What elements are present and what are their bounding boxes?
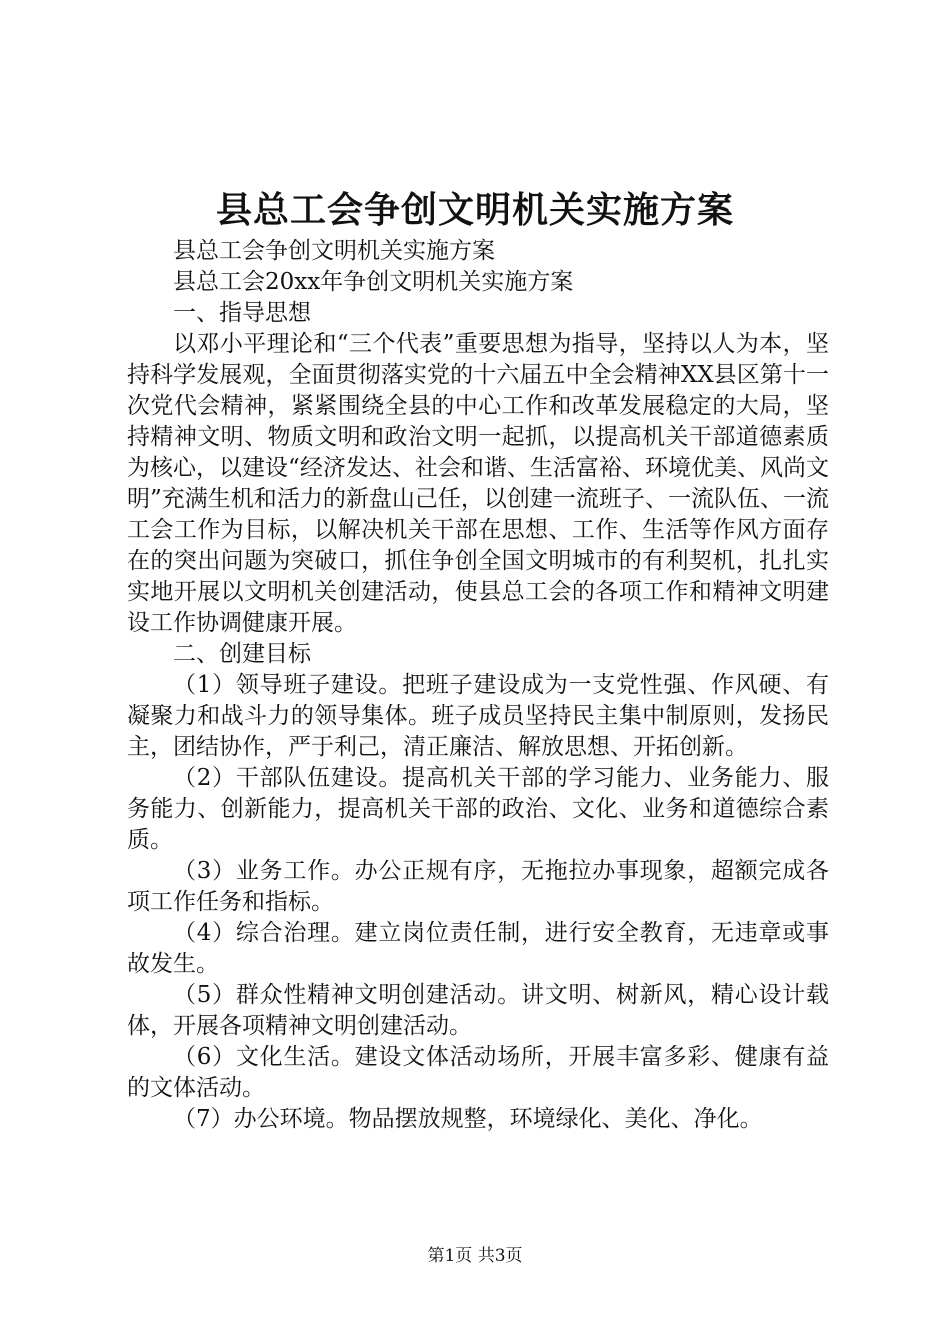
list-item: （7）办公环境。物品摆放规整，环境绿化、美化、净化。 [173,1106,763,1132]
body-paragraph: 县总工会20xx年争创文明机关实施方案 [173,269,574,295]
list-item: （4）综合治理。建立岗位责任制，进行安全教育，无违章或事故发生。 [127,920,829,977]
section-heading: 二、创建目标 [173,641,311,667]
document-title: 县总工会争创文明机关实施方案 [215,189,734,231]
page-footer: 第1页 共3页 [427,1246,523,1266]
list-item: （2）干部队伍建设。提高机关干部的学习能力、业务能力、服务能力、创新能力，提高机关干部的政治、文化、业务和道德综合素质。 [127,765,829,853]
body-paragraph: 县总工会争创文明机关实施方案 [173,238,495,264]
list-item: （3）业务工作。办公正规有序，无拖拉办事现象，超额完成各项工作任务和指标。 [127,858,829,915]
list-item: （6）文化生活。建设文体活动场所，开展丰富多彩、健康有益的文体活动。 [127,1044,829,1101]
body-paragraph: 以邓小平理论和“三个代表”重要思想为指导，坚持以人为本，坚持科学发展观，全面贯彻落实党的十六届五中全会精神XX县区第十一次党代会精神，紧紧围绕全县的中心工作和改革发展稳定的大局，坚持精神文明、物质文明和政治文明一起抓，以提高机关干部道德素质为核心，以建设“经济发达、社会和谐、生活富裕、环境优美、风尚文明”充满生机和活力的新盘山己任，以创建一流班子、一流队伍、一流工会工作为目标，以解决机关干部在思想、工作、生活等作风方面存在的突出问题为突破口，抓住争创全国文明城市的有利契机，扎扎实实地开展以文明机关创建活动，使县总工会的各项工作和精神文明建设工作协调健康开展。 [127,331,829,636]
section-heading: 一、指导思想 [173,300,311,326]
list-item: （5）群众性精神文明创建活动。讲文明、树新风，精心设计载体，开展各项精神文明创建活动。 [127,982,829,1039]
document-body [127,236,829,1135]
list-item: （1）领导班子建设。把班子建设成为一支党性强、作风硬、有凝聚力和战斗力的领导集体。班子成员坚持民主集中制原则，发扬民主，团结协作，严于利己，清正廉洁、解放思想、开拓创新。 [127,672,829,760]
